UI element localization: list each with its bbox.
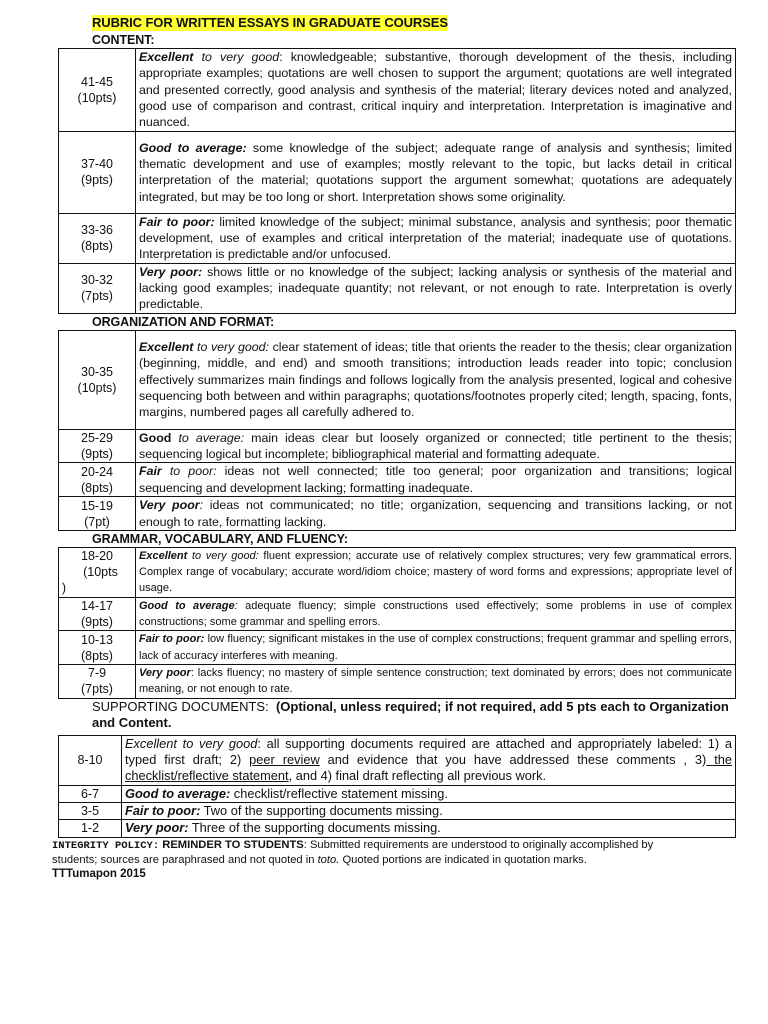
table-row xyxy=(59,664,736,698)
score-cell: 37-40 (9pts) xyxy=(59,131,136,213)
score-cell: 1-2 xyxy=(59,820,122,837)
supporting-section-label: SUPPORTING DOCUMENTS: xyxy=(92,698,269,714)
grammar-table xyxy=(58,547,736,699)
description-cell: Very poor: shows little or no knowledge of the subject; lacking analysis or synthesis of the material and lacking good examples; inadequate quantity; not relevant, or not enough to rate. Interpretation is overly predictable. xyxy=(136,263,736,313)
table-row xyxy=(59,547,736,597)
score-cell: 41-45 (10pts) xyxy=(59,49,136,132)
score-cell: 8-10 xyxy=(59,735,122,785)
content-table xyxy=(58,48,736,314)
table-row xyxy=(59,330,736,429)
score-cell: 30-35 (10pts) xyxy=(59,330,136,429)
table-row xyxy=(59,785,736,802)
description-cell: Excellent to very good: fluent expression; accurate use of relatively complex structures; very few grammatical errors. Complex range of vocabulary; accurate word/idiom choice; mastery of word forms and expressions; appropriate level of usage. xyxy=(136,547,736,597)
table-row xyxy=(59,131,736,213)
table-row xyxy=(59,263,736,313)
organization-table xyxy=(58,330,736,531)
score-cell: 15-19 (7pt) xyxy=(59,497,136,531)
content-section-label: CONTENT: xyxy=(92,33,155,47)
score-cell: 6-7 xyxy=(59,785,122,802)
description-cell: Fair to poor: Two of the supporting documents missing. xyxy=(122,802,736,819)
supporting-section-heading xyxy=(92,699,734,732)
score-cell: 10-13 (8pts) xyxy=(59,631,136,665)
table-row xyxy=(59,497,736,531)
score-cell: 14-17 (9pts) xyxy=(59,597,136,631)
table-row xyxy=(59,463,736,497)
score-cell: 18-20 (10pts ) xyxy=(59,547,136,597)
description-cell: Good to average: main ideas clear but loosely organized or connected; title pertinent to the thesis; sequencing logical but incomplete; bibliographical material and formatting adequate. xyxy=(136,429,736,463)
table-row xyxy=(59,213,736,263)
description-cell: Fair to poor: ideas not well connected; title too general; poor organization and transitions; logical sequencing and development lacking; formatting inadequate. xyxy=(136,463,736,497)
document-title: RUBRIC FOR WRITTEN ESSAYS IN GRADUATE COURSES xyxy=(92,15,448,30)
description-cell: Excellent to very good: knowledgeable; substantive, thorough development of the thesis, including appropriate examples; quotations are well chosen to support the argument; quotations are well integrated and presented correctly, good analysis and synthesis of the material; literary devices noted and analyzed, good use of comparison and contrast, critical inquiry and interpretation. Interpretation is imaginative and nuanced. xyxy=(136,49,736,132)
supporting-section-note: (Optional, unless required; if not required, add 5 pts each to Organization and Content. xyxy=(92,698,729,731)
integrity-policy-label: INTEGRITY POLICY: xyxy=(52,839,160,852)
score-cell: 33-36 (8pts) xyxy=(59,213,136,263)
table-row xyxy=(59,49,736,132)
description-cell: Good to average: checklist/reflective statement missing. xyxy=(122,785,736,802)
table-row xyxy=(59,631,736,665)
description-cell: Good to average: adequate fluency; simple constructions used effectively; some problems in use of complex constructions; some grammar and spelling errors. xyxy=(136,597,736,631)
author-signature: TTTumapon 2015 xyxy=(52,867,146,880)
score-cell: 25-29 (9pts) xyxy=(59,429,136,463)
description-cell: Good to average: some knowledge of the subject; adequate range of analysis and synthesis; limited thematic development and use of examples; mostly relevant to the topic, but lacks detail in critical interpretation of the material; quotations support the argument somewhat; quotations are adequately integrated, but may be too long or short. Interpretation shows some originality. xyxy=(136,131,736,213)
table-row xyxy=(59,802,736,819)
description-cell: Fair to poor: limited knowledge of the subject; minimal substance, analysis and synthesis; poor thematic development, use of examples and critical interpretation of the material; inadequate use of quotations. Interpretation is predictable and/or unfocused. xyxy=(136,213,736,263)
integrity-reminder: REMINDER TO STUDENTS xyxy=(159,838,304,851)
description-cell: Fair to poor: low fluency; significant mistakes in the use of complex constructions; frequent grammar and spelling errors, lack of accuracy interferes with meaning. xyxy=(136,631,736,665)
grammar-section-label: GRAMMAR, VOCABULARY, AND FLUENCY: xyxy=(92,531,348,546)
description-cell: Very poor: lacks fluency; no mastery of simple sentence construction; text dominated by errors; does not communicate meaning, or not enough to rate. xyxy=(136,664,736,698)
score-cell: 30-32 (7pts) xyxy=(59,263,136,313)
rubric-document xyxy=(52,14,734,882)
table-row xyxy=(59,820,736,837)
description-cell: Excellent to very good: clear statement of ideas; title that orients the reader to the thesis; clear organization (beginning, middle, and end) and smooth transitions; introduction leads reader into topic; conclusion effectively summarizes main findings and follows logically from the analysis presented, logical and cohesive sequencing both between and within paragraphs; quotations/footnotes properly cited; length, spacing, fonts, margins, numbered pages all carefully adhered to. xyxy=(136,330,736,429)
score-cell: 20-24 (8pts) xyxy=(59,463,136,497)
score-cell: 3-5 xyxy=(59,802,122,819)
description-cell: Very poor: ideas not communicated; no title; organization, sequencing and transitions lacking, or not enough to rate, formatting lacking. xyxy=(136,497,736,531)
supporting-table xyxy=(58,735,736,838)
integrity-policy: INTEGRITY POLICY: REMINDER TO STUDENTS: Submitted requirements are understood to originally accomplished by students; sources are paraphrased and not quoted in toto. Quoted portions are indicated in quotation marks. xyxy=(52,838,654,866)
table-row xyxy=(59,735,736,785)
table-row xyxy=(59,597,736,631)
table-row xyxy=(59,429,736,463)
score-cell: 7-9 (7pts) xyxy=(59,664,136,698)
description-cell: Excellent to very good: all supporting documents required are attached and appropriately labeled: 1) a typed first draft; 2) peer review and evidence that you have addressed these comments , 3) the checklist/reflective statement, and 4) final draft reflecting all previous work. xyxy=(122,735,736,785)
organization-section-label: ORGANIZATION AND FORMAT: xyxy=(92,314,275,329)
description-cell: Very poor: Three of the supporting documents missing. xyxy=(122,820,736,837)
